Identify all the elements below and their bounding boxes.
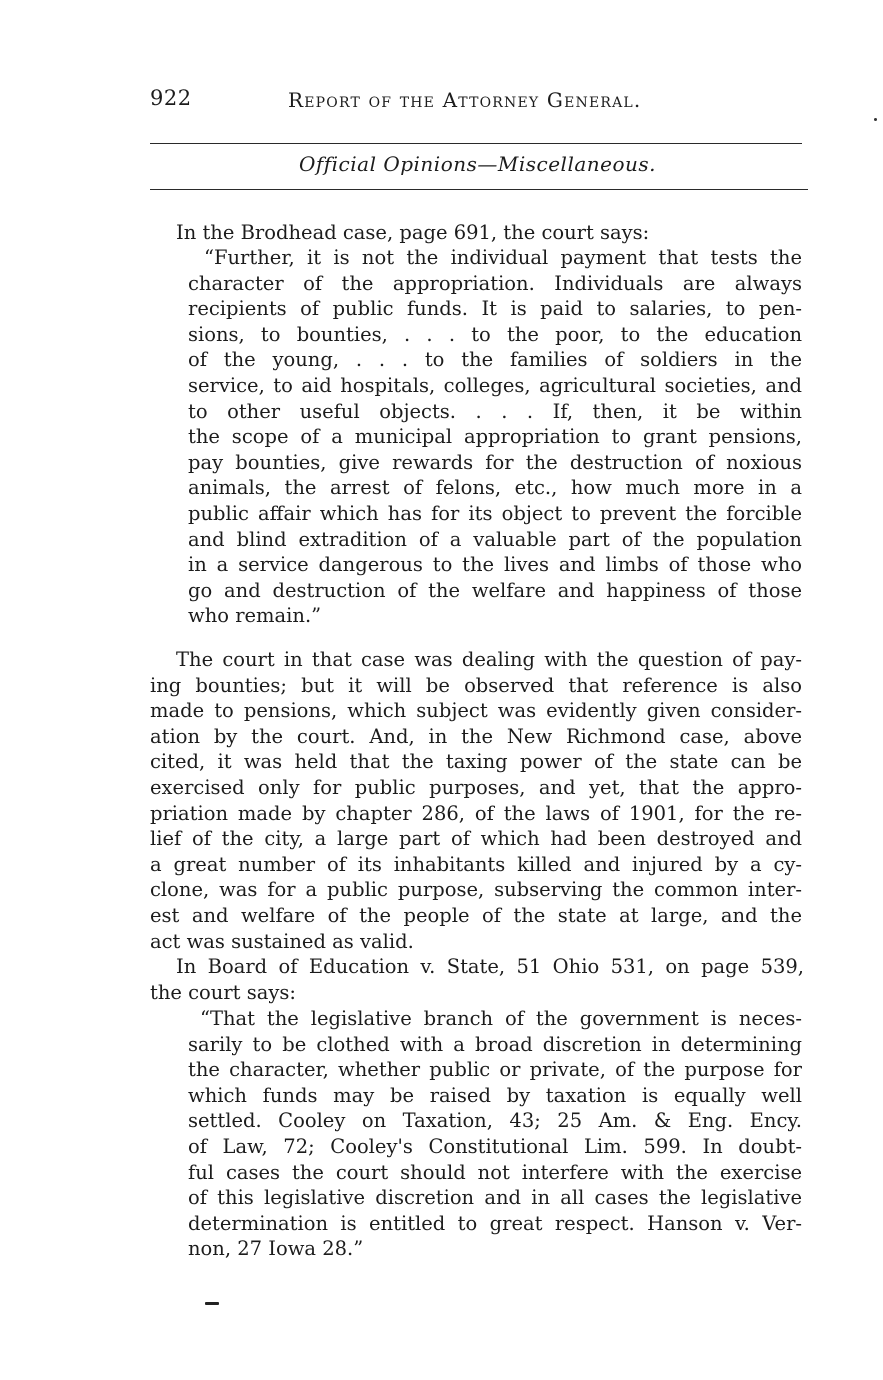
running-head: Report of the Attorney General.	[288, 88, 642, 112]
text-line: service, to aid hospitals, colleges, agricultural societies, and	[188, 373, 802, 397]
text-line: est and welfare of the people of the state at large, and the	[150, 903, 802, 927]
text-line: of this legislative discretion and in all cases the legislative	[188, 1186, 802, 1210]
text-line: lief of the city, a large part of which had been destroyed and	[150, 827, 802, 851]
text-line: pay bounties, give rewards for the destruction of noxious	[188, 450, 802, 474]
text-line: “That the legislative branch of the government is neces-	[200, 1007, 802, 1030]
text-line: ing bounties; but it will be observed that reference is also	[150, 673, 802, 697]
text-line: public affair which has for its object to prevent the forcible	[188, 501, 802, 525]
text-line: priation made by chapter 286, of the laws of 1901, for the re-	[150, 801, 802, 825]
header-rule-bottom	[150, 189, 808, 190]
text-line: of Law, 72; Cooley's Constitutional Lim. 599. In doubt-	[188, 1134, 802, 1158]
page-number: 922	[150, 86, 192, 110]
text-line: who remain.”	[188, 604, 322, 628]
text-line: animals, the arrest of felons, etc., how much more in a	[188, 476, 802, 500]
section-title: Official Opinions—Miscellaneous.	[298, 152, 657, 176]
text-line: and blind extradition of a valuable part of the population	[188, 527, 802, 551]
text-line: of the young, . . . to the families of soldiers in the	[188, 348, 802, 372]
quotation-brodhead	[188, 245, 802, 629]
text-line: character of the appropriation. Individuals are always	[188, 271, 802, 295]
text-line: In Board of Education v. State, 51 Ohio 531, on page 539,	[176, 955, 804, 978]
paragraph-new-richmond	[150, 647, 802, 954]
text-line: “Further, it is not the individual payment that tests the	[204, 246, 802, 269]
text-line: ful cases the court should not interfere with the exercise	[188, 1160, 802, 1184]
text-line: clone, was for a public purpose, subserving the common inter-	[150, 878, 802, 902]
text-line: non, 27 Iowa 28.”	[188, 1237, 364, 1261]
text-line: recipients of public funds. It is paid to salaries, to pen-	[188, 297, 802, 321]
quotation-board-of-education	[188, 1006, 802, 1262]
text-line: The court in that case was dealing with the question of pay-	[176, 648, 802, 671]
text-line: In the Brodhead case, page 691, the court says:	[176, 221, 650, 244]
header-rule-top	[150, 143, 802, 144]
text-line: settled. Cooley on Taxation, 43; 25 Am. & Eng. Ency.	[188, 1109, 802, 1133]
intro-paragraph	[176, 220, 806, 246]
text-line: made to pensions, which subject was evidently given consider-	[150, 699, 802, 723]
text-line: sions, to bounties, . . . to the poor, to the education	[188, 322, 802, 346]
text-line: to other useful objects. . . . If, then, it be within	[188, 399, 802, 423]
text-line: the court says:	[150, 980, 296, 1004]
text-line: the character, whether public or private, of the purpose for	[188, 1058, 802, 1082]
text-line: sarily to be clothed with a broad discretion in determining	[188, 1032, 802, 1056]
text-line: exercised only for public purposes, and yet, that the appro-	[150, 775, 802, 799]
text-line: which funds may be raised by taxation is equally well	[188, 1083, 802, 1107]
text-line: a great number of its inhabitants killed and injured by a cy-	[150, 852, 802, 876]
text-line: cited, it was held that the taxing power of the state can be	[150, 750, 802, 774]
paragraph-board-of-education	[150, 954, 804, 1005]
footer-dash-mark	[205, 1302, 219, 1305]
text-line: act was sustained as valid.	[150, 929, 414, 953]
text-line: in a service dangerous to the lives and limbs of those who	[188, 553, 802, 577]
text-line: the scope of a municipal appropriation to grant pensions,	[188, 425, 802, 449]
text-line: determination is entitled to great respect. Hanson v. Ver-	[188, 1211, 802, 1235]
scan-speck	[874, 118, 877, 121]
text-line: go and destruction of the welfare and happiness of those	[188, 578, 802, 602]
text-line: ation by the court. And, in the New Richmond case, above	[150, 724, 802, 748]
